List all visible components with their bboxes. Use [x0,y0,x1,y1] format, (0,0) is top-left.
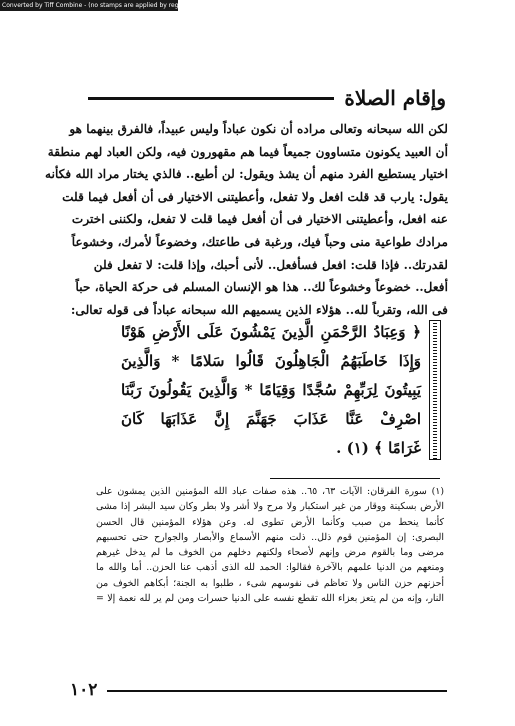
verse-line: ﴿ وَعِبَادُ الرَّحْمَنِ الَّذِينَ يَمْشُونَ عَلَى الأَرْضِ هَوْنًا [121,323,421,341]
footnote-line: مرضى وما بالقوم مرض وإنهم لأصحاء ولكنهم دخلهم من الخوف ما لم يدخل غيرهم [96,547,444,559]
body-line: أفعل.. خضوعاً وخشوعاً لك.. هذا هو الإنسان المسلم فى حركة الحياة، حباً [75,280,448,295]
verse-line: وَإِذَا خَاطَبَهُمُ الْجَاهِلُونَ قَالُوا سَلامًا * وَالَّذِينَ [121,352,421,370]
footnote-line: البصرى: إن المؤمنين قوم ذلل.. ذلت منهم الأسماع والأبصار والجوارح حتى تحسبهم [96,531,444,543]
footnote-line: كأنما ينحط من صبب وكأنما الأرض تطوى له. وعن هؤلاء المؤمنين قال الحسن [96,516,444,528]
body-line: اختيار يستطيع الفرد منهم أن يشذ ويقول: لن أطيع.. فالذي يختار مراد الله فكأنه [45,167,448,182]
page-number-rule [107,690,447,692]
header-rule [88,97,334,100]
chapter-title: وإقام الصلاة [344,86,446,110]
body-line: عنه افعل، وأعطيتنى الاختيار فى أن أفعل فيما قلت لا تفعل، ولكننى اخترت [71,212,448,227]
body-line: فى الله، وتقرباً لله.. هؤلاء الذين يسميهم الله سبحانه عباداً فى قوله تعالى: [70,302,448,317]
body-line: لقدرتك.. فإذا قلت: افعل فسأفعل.. لأنى أحبك، وإذا قلت: لا تفعل فلن [93,257,448,272]
quran-verse-box [103,318,441,468]
page-number: ١٠٢ [70,680,98,700]
body-line: أن العبيد يكونون متساوون جميعاً فيما هم مقهورون فيه، ولكن العباد لهم منطقة [47,144,448,159]
footnotes [96,484,444,606]
verse-line: اصْرِفْ عَنَّا عَذَابَ جَهَنَّمَ إِنَّ عَذَابَهَا كَانَ [121,410,421,428]
verse-line: يَبِيتُونَ لِرَبِّهِمْ سُجَّدًا وَقِيَامًا * وَالَّذِينَ يَقُولُونَ رَبَّنَا [121,381,421,399]
footnote-line: النار، وإنه من لم يتعز بعزاء الله تقطع نفسه على الدنيا حسرات ومن لم ير لله نعمة إلا = [96,593,444,605]
footnote-line: أحزنهم حزن الناس ولا تعاظم فى نفوسهم شىء ، طلبوا به الجنة؛ أبكاهم الخوف من [96,577,444,589]
footnote-line: (١) سورة الفرقان: الآيات ٦٣، ٦٥.. هذه صفات عباد الله المؤمنين الذين يمشون على [96,486,444,497]
footnote-line: الأرض بسكينة ووقار من غير استكبار ولا مرح ولا أشر ولا بطر وكان سيد البشر إذا مشى [96,501,444,513]
chapter-header [88,86,446,112]
footnote-separator [270,478,440,479]
footnote-line: ومنعهم من الدنيا علمهم بالآخرة فقالوا: الحمد لله الذى أذهب عنا الحزن.. أما والله ما [96,562,444,574]
quran-verse [121,318,421,463]
body-line: يقول: يارب قد قلت افعل ولا تفعل، وأعطيتنى الاختيار فى أن أفعل فيما قلت [62,189,448,204]
body-paragraph [45,118,448,321]
body-line: لكن الله سبحانه وتعالى مراده أن نكون عباداً وليس عبيداً، فالفرق بينهما هو [69,122,448,136]
body-line: مرادك طواعية منى وحباً فيك، ورغبة فى طاعتك، وخضوعاً لأمرك، وخشوعاً [71,234,448,249]
verse-line: غَرَامًا ﴾ (١) . [336,439,421,457]
converter-banner: Converted by Tiff Combine - (no stamps are applied by registered version) [2,2,226,9]
verse-border-right [429,320,441,460]
